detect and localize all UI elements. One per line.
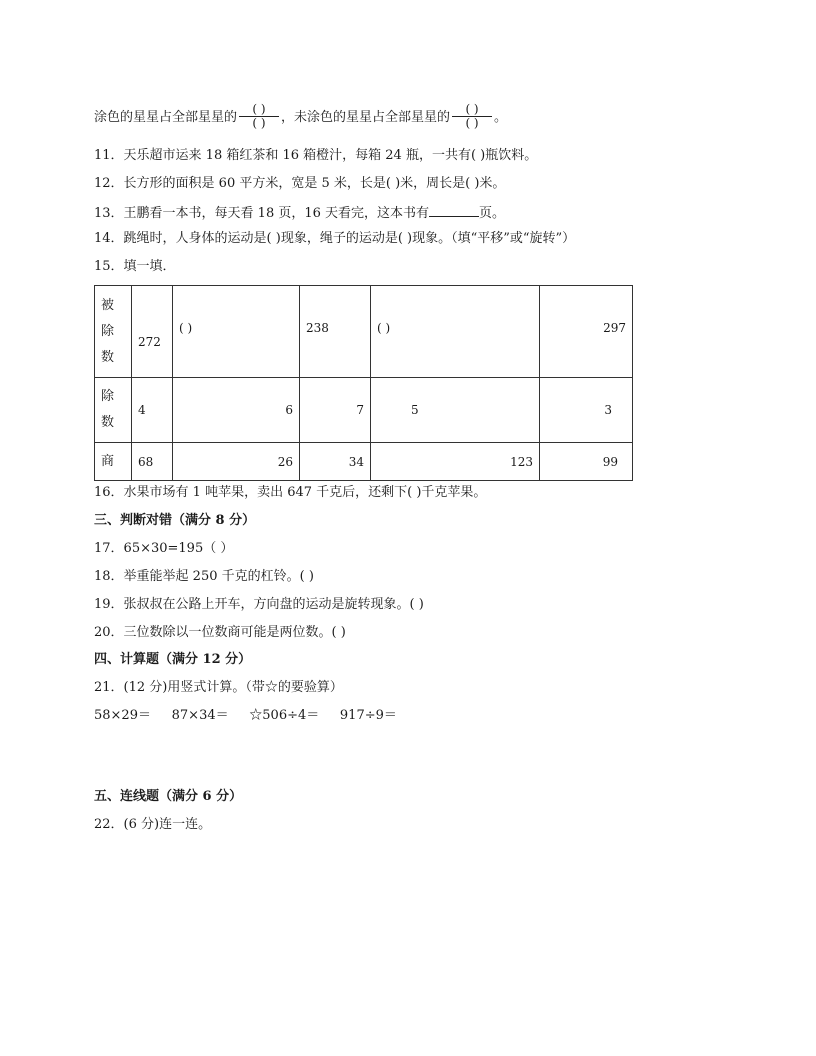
table-cell: 272 — [132, 286, 173, 378]
header-char: 被 — [101, 297, 115, 313]
question-17: 17．65×30=195（ ） — [94, 541, 234, 556]
table-cell: 123 — [371, 443, 540, 481]
fraction-shaded-numerator: ( ) — [252, 102, 266, 116]
table-cell: 297 — [540, 286, 633, 378]
table-cell: 26 — [173, 443, 300, 481]
q10-text-a: 涂色的星星占全部星星的 — [94, 110, 238, 125]
table-cell: 238 — [300, 286, 371, 378]
question-12: 12．长方形的面积是 60 平方米，宽是 5 米，长是( )米，周长是( )米。 — [94, 176, 506, 191]
q10-text-b: ，未涂色的星星占全部星星的 — [281, 110, 451, 125]
question-21: 21．(12 分)用竖式计算。（带☆的要验算） — [94, 680, 343, 695]
fraction-shaded-denominator: ( ) — [252, 116, 266, 130]
q13-text-b: 页。 — [479, 206, 506, 221]
header-char: 数 — [101, 415, 115, 430]
table-cell: ( ) — [371, 286, 540, 378]
q10-text-c: 。 — [494, 110, 508, 125]
question-22: 22．(6 分)连一连。 — [94, 817, 212, 832]
fraction-unshaded-denominator: ( ) — [465, 116, 479, 130]
row-header-divisor — [95, 378, 132, 443]
table-cell: 5 — [371, 378, 540, 443]
question-20: 20．三位数除以一位数商可能是两位数。( ) — [94, 625, 346, 640]
header-char: 除 — [101, 389, 115, 404]
table-cell: 34 — [300, 443, 371, 481]
question-10 — [94, 104, 507, 131]
question-15: 15．填一填． — [94, 259, 176, 274]
q13-text-a: 13．王鹏看一本书，每天看 18 页，16 天看完，这本书有 — [94, 206, 430, 221]
division-table — [94, 285, 633, 481]
question-14: 14．跳绳时，人身体的运动是( )现象，绳子的运动是( )现象。（填“平移”或“旋转”） — [94, 231, 576, 246]
answer-blank — [429, 204, 479, 217]
question-13 — [94, 204, 505, 222]
table-cell: 68 — [132, 443, 173, 481]
section-heading-calculation: 四、计算题（满分 12 分） — [94, 652, 252, 667]
table-row-divisor — [95, 378, 633, 443]
row-header-quotient: 商 — [95, 443, 132, 481]
question-16: 16．水果市场有 1 吨苹果，卖出 647 千克后，还剩下( )千克苹果。 — [94, 485, 487, 500]
fraction-unshaded — [452, 103, 492, 130]
table-cell: 7 — [300, 378, 371, 443]
section-heading-matching: 五、连线题（满分 6 分） — [94, 789, 243, 804]
table-row-dividend — [95, 286, 633, 378]
header-char: 除 — [101, 323, 115, 339]
question-11: 11．天乐超市运来 18 箱红茶和 16 箱橙汁，每箱 24 瓶，一共有( )瓶饮料。 — [94, 148, 538, 163]
fraction-unshaded-numerator: ( ) — [465, 102, 479, 116]
table-cell: 6 — [173, 378, 300, 443]
table-cell: 4 — [132, 378, 173, 443]
calculation-expressions: 58×29＝ 87×34＝ ☆506÷4＝ 917÷9＝ — [94, 708, 397, 723]
fraction-shaded — [239, 103, 279, 130]
table-row-quotient — [95, 443, 633, 481]
section-heading-judge: 三、判断对错（满分 8 分） — [94, 513, 256, 528]
row-header-dividend — [95, 286, 132, 378]
question-19: 19．张叔叔在公路上开车，方向盘的运动是旋转现象。( ) — [94, 597, 424, 612]
table-cell: 3 — [540, 378, 633, 443]
table-cell: ( ) — [173, 286, 300, 378]
header-char: 数 — [101, 349, 115, 365]
question-18: 18．举重能举起 250 千克的杠铃。( ) — [94, 569, 314, 584]
table-cell: 99 — [540, 443, 633, 481]
